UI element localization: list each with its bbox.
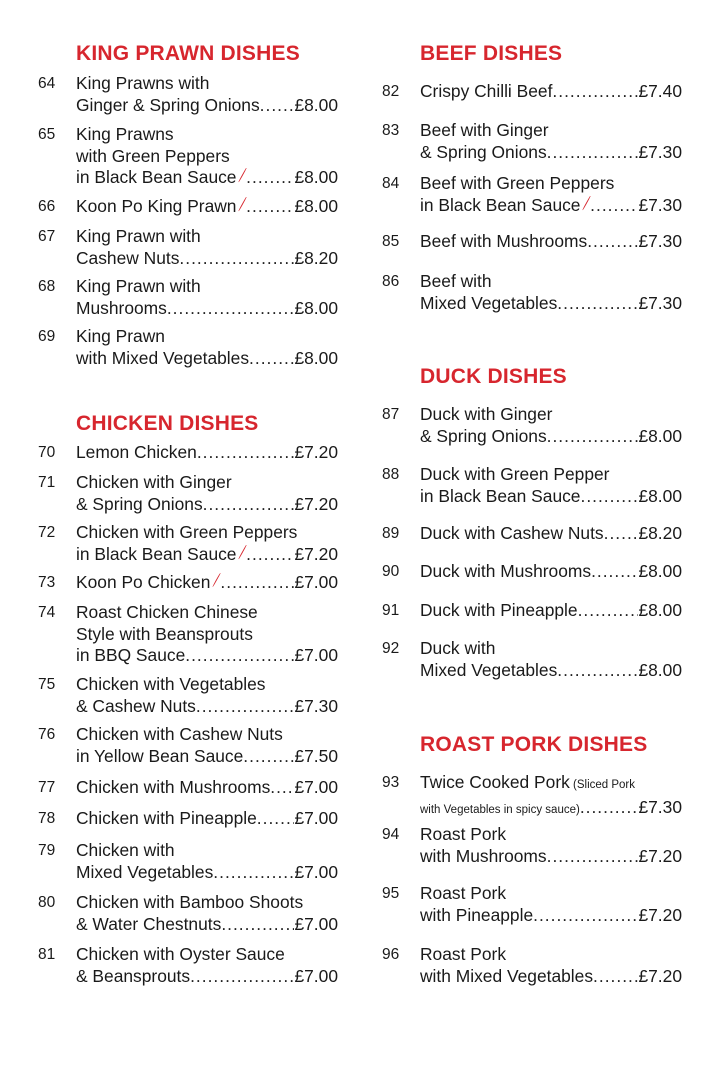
dot-leader <box>220 572 294 594</box>
dish-name-line: in Black Bean Sauce <box>76 167 237 187</box>
dish-number: 71 <box>38 474 56 491</box>
dish-name-line: King Prawn with <box>76 276 201 296</box>
dish-number: 73 <box>38 574 56 591</box>
dish-price-line <box>76 494 338 516</box>
dish-name-line: Lemon Chicken <box>76 442 197 462</box>
dish-price: £8.20 <box>294 247 338 268</box>
dish-price-line <box>420 846 682 868</box>
dish-number: 65 <box>38 126 56 143</box>
dot-leader <box>185 645 294 667</box>
dish-description <box>76 572 338 594</box>
dish-name-line: with Green Peppers <box>76 145 230 166</box>
dish-price-line <box>420 523 682 545</box>
dish-price: £7.30 <box>638 194 682 215</box>
dish-price-line <box>76 862 338 884</box>
dot-leader <box>196 696 295 718</box>
dish-name-line: Chicken with Ginger <box>76 472 232 492</box>
dot-leader <box>547 142 639 164</box>
dot-leader <box>604 523 639 545</box>
dish-name-line: in Yellow Bean Sauce <box>76 745 244 766</box>
section-heading: DUCK DISHES <box>420 365 567 388</box>
dot-leader <box>167 298 295 320</box>
dish-name-line: & Water Chestnuts <box>76 913 222 934</box>
dish-price: £7.30 <box>294 695 338 716</box>
section-heading: ROAST PORK DISHES <box>420 733 648 756</box>
dish-price-line <box>420 966 682 988</box>
dot-leader <box>246 544 294 566</box>
dish-name-line: Chicken with Cashew Nuts <box>76 724 283 744</box>
dish-description <box>76 472 338 515</box>
dish-price: £7.20 <box>638 965 682 986</box>
dish-name-line: with Mushrooms <box>420 845 547 866</box>
dish-name-line: Chicken with <box>76 840 175 860</box>
dish-description <box>420 464 682 507</box>
dot-leader <box>593 966 638 988</box>
dish-description <box>420 120 682 163</box>
dot-leader <box>246 196 294 218</box>
dish-name-line: King Prawn <box>76 326 165 346</box>
dish-price: £7.30 <box>638 231 682 251</box>
dish-price: £8.00 <box>638 659 682 680</box>
dish-name-line: & Spring Onions <box>420 425 547 446</box>
dot-leader <box>203 494 295 516</box>
dish-description <box>76 196 338 218</box>
dish-price-line <box>76 348 338 370</box>
dish-price-line <box>76 966 338 988</box>
dish-price-line <box>76 544 338 566</box>
dish-number: 90 <box>382 563 400 580</box>
dish-name-line: Duck with Ginger <box>420 404 553 424</box>
dish-price: £7.00 <box>294 572 338 592</box>
dot-leader <box>221 914 294 936</box>
dish-number: 79 <box>38 842 56 859</box>
dish-price-line <box>76 696 338 718</box>
dish-description <box>420 561 682 583</box>
dish-name-line: Roast Pork <box>420 824 507 844</box>
dish-number: 64 <box>38 75 56 92</box>
dish-price: £7.00 <box>294 777 338 797</box>
dish-description <box>76 73 338 116</box>
dish-description <box>420 638 682 681</box>
dish-number: 66 <box>38 198 56 215</box>
dish-price: £8.00 <box>638 425 682 446</box>
dish-number: 68 <box>38 278 56 295</box>
dish-number: 84 <box>382 175 400 192</box>
dish-name-line: King Prawns with <box>76 73 210 93</box>
dish-number: 94 <box>382 826 400 843</box>
dish-price-line <box>76 442 338 464</box>
dot-leader <box>243 746 294 768</box>
dish-price: £7.00 <box>294 913 338 934</box>
dish-name-line: Koon Po Chicken <box>76 572 211 592</box>
dish-number: 80 <box>38 894 56 911</box>
dish-price-line <box>420 293 682 315</box>
dot-leader <box>213 862 294 884</box>
dish-price: £8.00 <box>294 297 338 318</box>
dot-leader <box>257 808 295 830</box>
dish-price: £7.00 <box>294 861 338 882</box>
dot-leader <box>557 660 638 682</box>
dish-description <box>420 81 682 103</box>
dish-name-line: Roast Pork <box>420 944 507 964</box>
dot-leader <box>260 95 295 117</box>
dish-number: 86 <box>382 273 400 290</box>
dish-name-line: in Black Bean Sauce <box>420 194 581 215</box>
dish-description <box>420 944 682 987</box>
dish-price-line <box>76 645 338 667</box>
dish-price-line <box>76 746 338 768</box>
dish-price-line <box>76 572 338 594</box>
dish-name-line: Twice Cooked Pork (Sliced Pork <box>420 772 636 792</box>
dish-number: 92 <box>382 640 400 657</box>
dish-price: £7.30 <box>638 796 682 817</box>
dish-name-line: Mixed Vegetables <box>76 861 214 882</box>
dish-price-line <box>76 777 338 799</box>
dish-number: 70 <box>38 444 56 461</box>
section-heading: KING PRAWN DISHES <box>76 42 300 65</box>
dish-price-line <box>76 196 338 218</box>
dish-name-line: Cashew Nuts <box>76 247 180 268</box>
dish-price-line <box>76 248 338 270</box>
dish-price-line <box>420 231 682 253</box>
dish-price: £7.20 <box>294 543 338 564</box>
dish-name-line: Beef with Green Peppers <box>420 173 615 193</box>
dish-description <box>76 276 338 319</box>
dish-description <box>420 173 682 216</box>
dish-number: 67 <box>38 228 56 245</box>
dish-description <box>76 944 338 987</box>
dish-name-line: Duck with Cashew Nuts <box>420 523 604 543</box>
dish-name-line: Ginger & Spring Onions <box>76 94 260 115</box>
dish-number: 87 <box>382 406 400 423</box>
dish-name-line: Chicken with Mushrooms <box>76 777 271 797</box>
dot-leader <box>591 561 638 583</box>
dish-description <box>76 777 338 799</box>
dish-price-line <box>420 797 682 822</box>
dish-description <box>76 226 338 269</box>
dish-description <box>76 522 338 565</box>
dish-price-line <box>420 905 682 927</box>
dish-number: 78 <box>38 810 56 827</box>
dish-name-line: Mixed Vegetables <box>420 292 558 313</box>
dish-description <box>420 772 682 821</box>
dish-number: 93 <box>382 774 400 791</box>
dish-description <box>420 404 682 447</box>
dish-name-line: Crispy Chilli Beef <box>420 81 553 101</box>
dish-price: £7.00 <box>294 645 338 665</box>
dish-price: £7.20 <box>294 493 338 514</box>
dot-leader <box>270 777 294 799</box>
dish-price-line <box>420 142 682 164</box>
dish-name-line: with Mixed Vegetables <box>76 347 250 368</box>
dish-price: £8.00 <box>294 167 338 187</box>
section-heading: CHICKEN DISHES <box>76 412 259 435</box>
dot-leader <box>557 293 638 315</box>
dish-number: 82 <box>382 83 400 100</box>
dish-name-line: Duck with <box>420 638 496 658</box>
dish-name-line: & Spring Onions <box>420 141 547 162</box>
dish-price: £8.00 <box>294 347 338 368</box>
dish-name-line: King Prawns <box>76 124 174 144</box>
dish-name-line: Beef with Mushrooms <box>420 231 588 251</box>
dish-number: 96 <box>382 946 400 963</box>
dish-number: 83 <box>382 122 400 139</box>
dish-name-line: Duck with Mushrooms <box>420 561 592 581</box>
dish-name-line: with Pineapple <box>420 904 534 925</box>
dish-price: £7.40 <box>638 81 682 101</box>
dish-description <box>76 674 338 717</box>
dish-price-line <box>76 167 338 189</box>
dish-price-line <box>420 195 682 217</box>
dish-name-line: & Beansprouts <box>76 965 191 986</box>
dish-price: £8.20 <box>638 523 682 543</box>
dish-note: (Sliced Pork <box>569 779 636 791</box>
dot-leader <box>587 231 638 253</box>
dish-name-line: Beef with Ginger <box>420 120 549 140</box>
dish-number: 74 <box>38 604 56 621</box>
dish-name-line: Chicken with Vegetables <box>76 674 266 694</box>
dish-description <box>76 840 338 883</box>
dish-number: 89 <box>382 525 400 542</box>
dish-name-line: Beef with <box>420 271 492 291</box>
dish-price: £8.00 <box>294 94 338 115</box>
dot-leader <box>246 167 294 189</box>
dish-description <box>420 824 682 867</box>
dish-name-line: in Black Bean Sauce <box>76 543 237 564</box>
dish-price: £7.30 <box>638 292 682 313</box>
dish-number: 88 <box>382 466 400 483</box>
dish-number: 81 <box>38 946 56 963</box>
dot-leader <box>190 966 294 988</box>
dish-description <box>76 326 338 369</box>
dish-number: 69 <box>38 328 56 345</box>
dish-price: £8.00 <box>294 196 338 216</box>
dot-leader <box>547 846 639 868</box>
dot-leader <box>580 486 638 508</box>
dish-name-line: Chicken with Oyster Sauce <box>76 944 285 964</box>
dish-description <box>76 602 338 667</box>
dish-description <box>420 271 682 314</box>
dot-leader <box>578 600 639 622</box>
dish-description <box>420 523 682 545</box>
dish-price: £7.20 <box>638 845 682 866</box>
section-heading: BEEF DISHES <box>420 42 563 65</box>
dish-description <box>420 231 682 253</box>
dish-number: 76 <box>38 726 56 743</box>
dish-name-line: Mushrooms <box>76 297 167 318</box>
dish-name-line: Style with Beansprouts <box>76 623 253 644</box>
dish-price: £7.30 <box>638 141 682 162</box>
dish-description <box>76 442 338 464</box>
dish-price-line <box>76 95 338 117</box>
dish-price-line <box>76 298 338 320</box>
dish-name-line: with Mixed Vegetables <box>420 965 594 986</box>
dish-note: with Vegetables in spicy sauce) <box>420 803 580 816</box>
dish-name-line: Roast Pork <box>420 883 507 903</box>
dish-price-line <box>420 426 682 448</box>
dish-name-line: in BBQ Sauce <box>76 645 186 665</box>
dish-price-line <box>420 486 682 508</box>
dish-name-line: Koon Po King Prawn <box>76 196 237 216</box>
dish-price: £7.00 <box>294 808 338 828</box>
dish-price: £7.20 <box>294 442 338 462</box>
dish-price: £7.00 <box>294 965 338 986</box>
dot-leader <box>590 195 638 217</box>
dish-name-line: & Cashew Nuts <box>76 695 196 716</box>
dish-name-line: Mixed Vegetables <box>420 659 558 680</box>
dish-description <box>76 724 338 767</box>
dish-price-line <box>420 81 682 103</box>
dot-leader <box>547 426 639 448</box>
dish-price: £7.50 <box>294 745 338 766</box>
dish-price: £8.00 <box>638 600 682 620</box>
dish-number: 72 <box>38 524 56 541</box>
dish-name-line: Duck with Pineapple <box>420 600 578 620</box>
dot-leader <box>249 348 294 370</box>
dot-leader <box>533 905 638 927</box>
dot-leader <box>197 442 295 464</box>
dish-name-line: Chicken with Bamboo Shoots <box>76 892 304 912</box>
dish-price-line <box>420 561 682 583</box>
dish-name-line: Chicken with Green Peppers <box>76 522 298 542</box>
dish-name-line: Roast Chicken Chinese <box>76 602 258 622</box>
dish-price: £8.00 <box>638 561 682 581</box>
dot-leader <box>580 797 639 819</box>
dish-name-line: Chicken with Pineapple <box>76 808 257 828</box>
dish-name-line: & Spring Onions <box>76 493 203 514</box>
dish-price-line <box>76 914 338 936</box>
dot-leader <box>179 248 294 270</box>
dish-description <box>76 892 338 935</box>
dish-name-line: in Black Bean Sauce <box>420 485 581 506</box>
dish-description <box>420 600 682 622</box>
dish-description <box>420 883 682 926</box>
dish-price: £7.20 <box>638 904 682 925</box>
dish-description <box>76 124 338 189</box>
dish-name-line: Duck with Green Pepper <box>420 464 610 484</box>
dish-price-line <box>76 808 338 830</box>
dish-number: 91 <box>382 602 400 619</box>
dish-price: £8.00 <box>638 485 682 506</box>
dish-number: 77 <box>38 779 56 796</box>
dish-price-line <box>420 660 682 682</box>
dish-name-line: King Prawn with <box>76 226 201 246</box>
dish-description <box>76 808 338 830</box>
dish-number: 95 <box>382 885 400 902</box>
dish-number: 75 <box>38 676 56 693</box>
dish-number: 85 <box>382 233 400 250</box>
dot-leader <box>552 81 638 103</box>
dish-price-line <box>420 600 682 622</box>
